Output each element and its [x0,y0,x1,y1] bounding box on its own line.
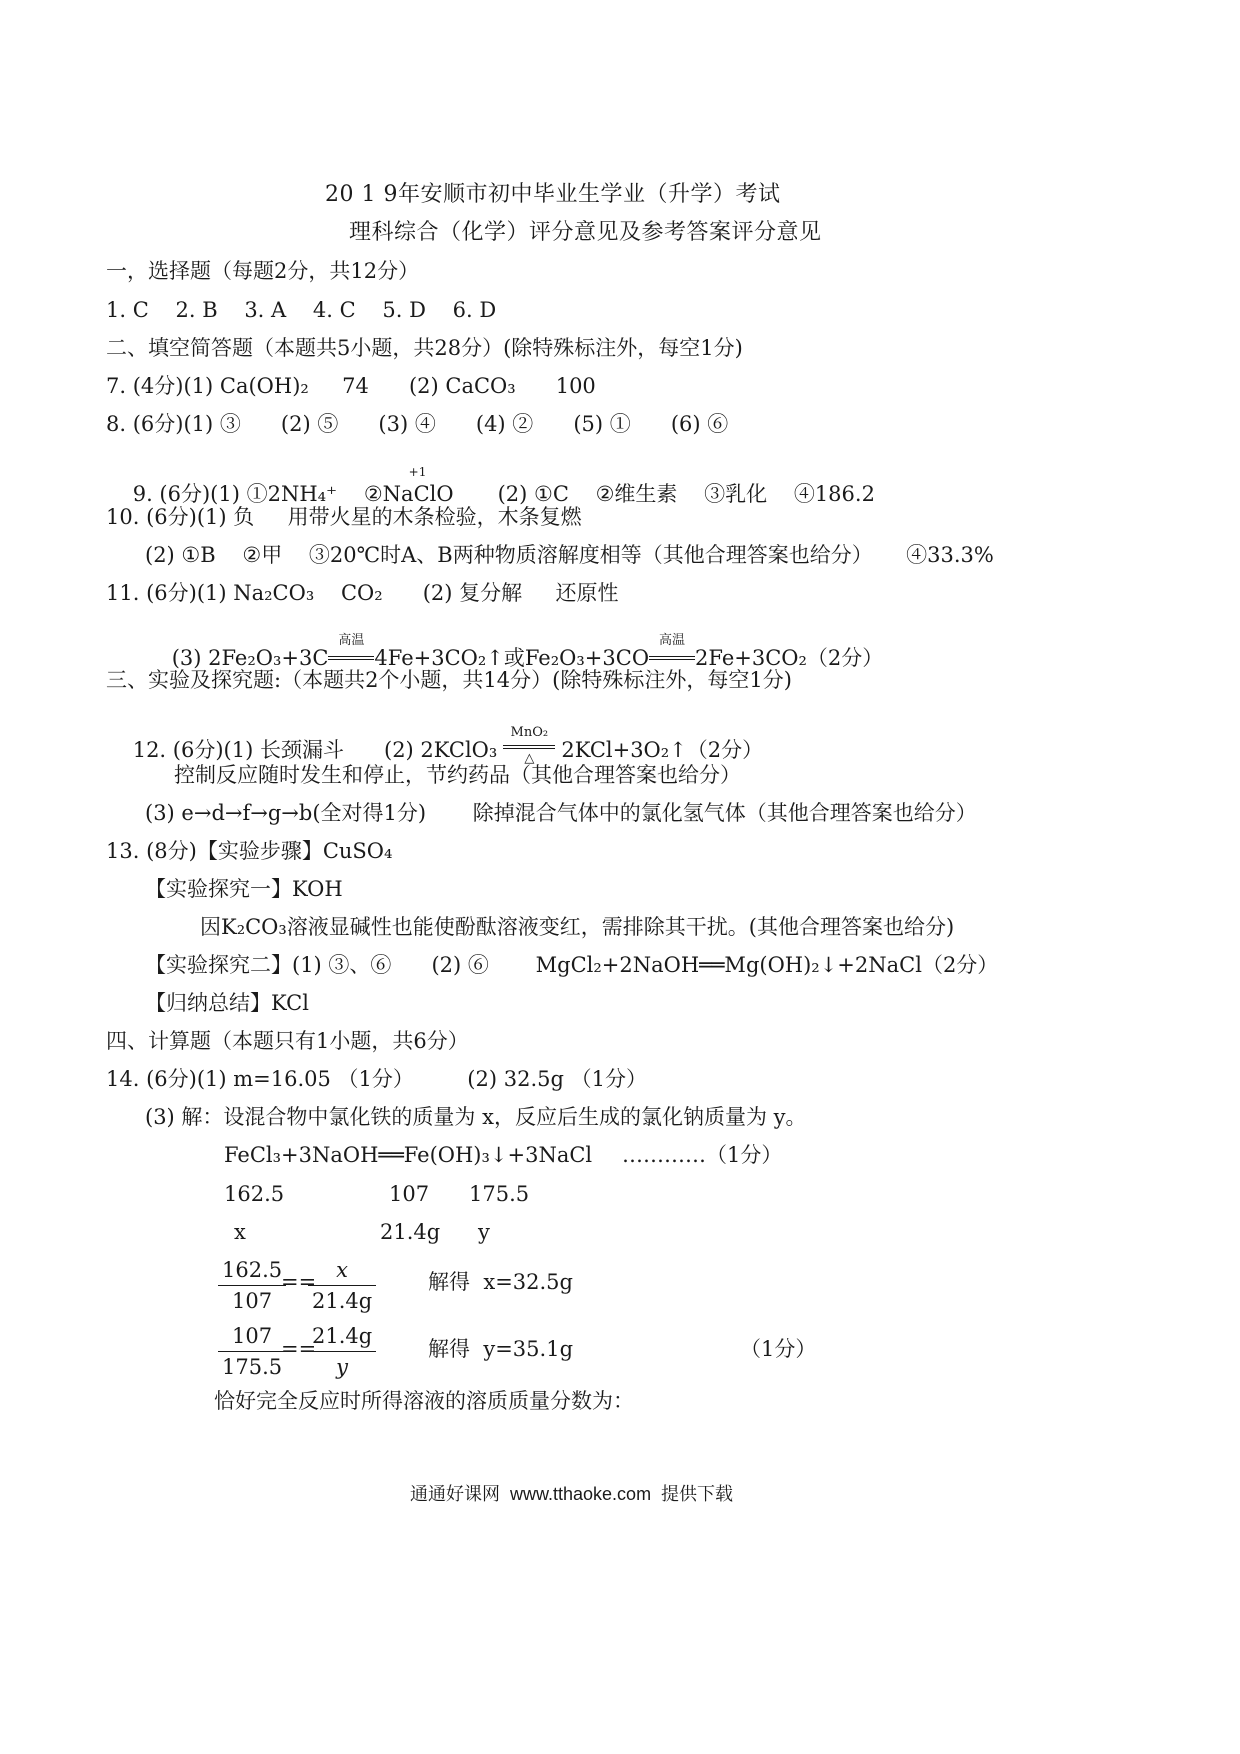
q9-formula [382,465,454,506]
reaction-condition-high-temp-2 [649,633,695,669]
q9-prefix: 9. (6分)(1) ①2NH₄⁺ ② [132,482,383,506]
molar-mass-nacl: 175.5 [469,1182,530,1206]
q14-last-line: 恰好完全反应时所得溶液的溶质质量分数为： [214,1389,634,1413]
q14-equation: FeCl₃+3NaOH══Fe(OH)₃↓+3NaCl [224,1143,593,1167]
equals-bar-3 [503,745,555,749]
equals-bar-2 [649,656,695,660]
molar-mass-fecl3: 162.5 [224,1182,285,1206]
fraction-2-right-num: 21.4g [308,1324,376,1352]
q10-line1: 10. (6分)(1) 负 用带火星的木条检验，木条复燃 [106,505,582,529]
q11-part-c: 2Fe+3CO₂（2分） [695,646,884,670]
fraction-2-left-den: 175.5 [222,1355,283,1380]
heat-symbol: △ [524,751,535,766]
fraction-2-equals: == [281,1337,317,1361]
equals-bar [328,656,374,660]
fraction-1-right-num: x [308,1258,376,1286]
q13-line2: 【实验探究一】KOH [145,877,343,901]
fraction-2-left [218,1324,286,1379]
condition-label-2: 高温 [659,633,686,648]
section1-answers: 1. C 2. B 3. A 4. C 5. D 6. D [106,298,497,322]
fraction-1-left-num: 162.5 [218,1258,286,1286]
q12-line3: (3) e→d→f→g→b(全对得1分) 除掉混合气体中的氯化氢气体（其他合理答案也给分） [145,801,977,825]
page-title-line1: 20 1 9年安顺市初中毕业生学业（升学）考试 [325,182,781,207]
fraction-1-right [308,1258,376,1313]
q13-line4: 【实验探究二】(1) ③、⑥ (2) ⑥ MgCl₂+2NaOH══Mg(OH)₂↓+2NaCl（2分） [145,953,999,977]
var-x-label: x [234,1220,246,1244]
q12-part-a: 12. (6分)(1) 长颈漏斗 (2) 2KClO₃ [132,738,498,762]
q9-formula-text: NaClO [382,482,454,506]
reaction-condition-catalyst [503,725,555,766]
condition-label: 高温 [338,633,365,648]
q13-line5: 【归纳总结】KCl [145,991,309,1015]
section4-heading: 四、计算题（本题只有1小题，共6分） [106,1029,469,1053]
fraction-2-result: 解得 y=35.1g [428,1337,574,1361]
page-title-line2: 理科综合（化学）评分意见及参考答案评分意见 [349,220,822,245]
q14-line1: 14. (6分)(1) m=16.05 （1分） (2) 32.5g （1分） [106,1067,647,1091]
fraction-1-right-den: 21.4g [312,1289,373,1314]
section2-heading: 二、填空简答题（本题共5小题，共28分）(除特殊标注外，每空1分) [106,336,743,360]
page-footer: 通通好课网 www.tthaoke.com 提供下载 [410,1484,734,1504]
q9-charge: +1 [408,465,427,479]
fraction-2-right-den: y [336,1355,349,1380]
q14-line2: (3) 解：设混合物中氯化铁的质量为 x，反应后生成的氯化钠质量为 y。 [145,1105,807,1129]
q12-part-b: 2KCl+3O₂↑（2分） [561,738,764,762]
q12-line2: 控制反应随时发生和停止，节约药品（其他合理答案也给分） [174,763,741,787]
section3-heading: 三、实验及探究题:（本题共2个小题，共14分）(除特殊标注外，每空1分) [106,668,792,692]
var-y-label: y [478,1220,490,1244]
catalyst-label: MnO₂ [510,725,549,740]
q13-line3: 因K₂CO₃溶液显碱性也能使酚酞溶液变红，需排除其干扰。(其他合理答案也给分) [200,915,955,939]
fraction-1-left [218,1258,286,1313]
fraction-1-left-den: 107 [232,1289,273,1314]
fraction-2-left-num: 107 [218,1324,286,1352]
q8-answer: 8. (6分)(1) ③ (2) ⑤ (3) ④ (4) ② (5) ① (6) ⑥ [106,412,729,436]
q10-line2: (2) ①B ②甲 ③20℃时A、B两种物质溶解度相等（其他合理答案也给分） ④33.3% [145,543,994,567]
q14-equation-score: …………（1分） [622,1143,783,1167]
q13-line1: 13. (8分)【实验步骤】CuSO₄ [106,839,393,863]
fraction-1-equals: == [281,1270,317,1294]
fraction-2-score: （1分） [740,1337,817,1361]
fraction-2-right [308,1324,376,1379]
fraction-1-result: 解得 x=32.5g [428,1270,573,1294]
q11-part-a: (3) 2Fe₂O₃+3C [171,646,329,670]
q11-line1: 11. (6分)(1) Na₂CO₃ CO₂ (2) 复分解 还原性 [106,581,619,605]
section1-heading: 一，选择题（每题2分，共12分） [106,259,420,283]
var-mid-label: 21.4g [380,1220,441,1244]
q7-answer: 7. (4分)(1) Ca(OH)₂ 74 (2) CaCO₃ 100 [106,374,596,398]
q9-rest: (2) ①C ②维生素 ③乳化 ④186.2 [497,482,875,506]
q11-part-b: 4Fe+3CO₂↑或Fe₂O₃+3CO [374,646,650,670]
reaction-condition-high-temp [328,633,374,669]
molar-mass-feoh3: 107 [389,1182,430,1206]
